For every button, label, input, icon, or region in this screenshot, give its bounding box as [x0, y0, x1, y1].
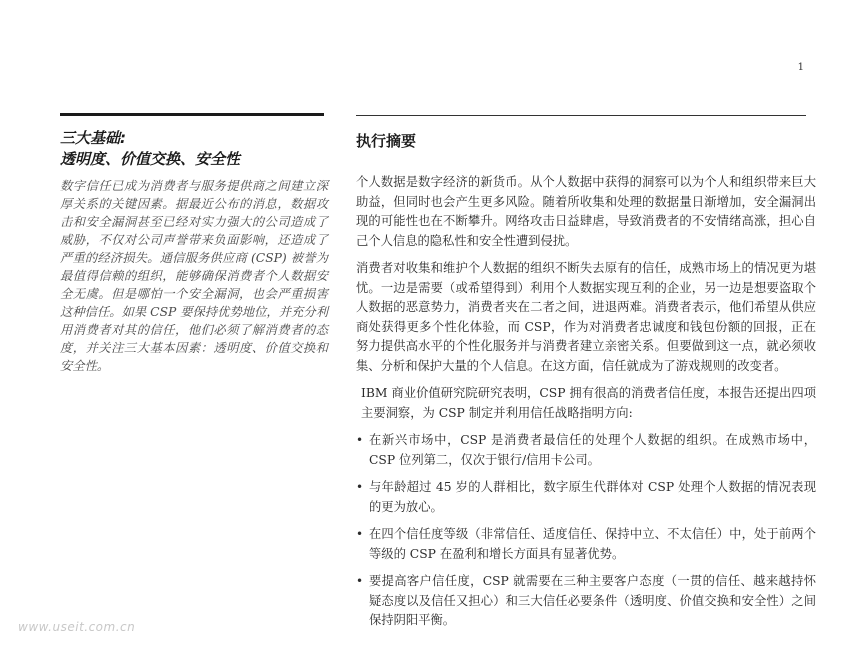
- bullet-icon: •: [356, 527, 364, 541]
- sidebar-heading-line2: 透明度、价值交换、安全性: [60, 150, 241, 168]
- watermark: www.useit.com.cn: [18, 620, 136, 634]
- insights-list: [356, 431, 816, 631]
- main-body: [356, 173, 816, 639]
- bullet-icon: •: [356, 574, 364, 588]
- sidebar-rule: [60, 113, 324, 116]
- list-item-text: 在四个信任度等级（非常信任、适度信任、保持中立、不太信任）中，处于前两个等级的 CSP 在盈利和增长方面具有显著优势。: [369, 527, 816, 561]
- body-paragraph: 个人数据是数字经济的新货币。从个人数据中获得的洞察可以为个人和组织带来巨大助益，但同时也会产生更多风险。随着所收集和处理的数据量日渐增加，安全漏洞出现的可能性也在不断攀升。网络攻击日益肆虐，导致消费者的不安情绪高涨，担心自己个人信息的隐私性和安全性遭到侵扰。: [356, 175, 816, 248]
- body-paragraph-intro: IBM 商业价值研究院研究表明，CSP 拥有很高的消费者信任度，本报告还提出四项主要洞察，为 CSP 制定并利用信任战略指明方向:: [361, 386, 816, 420]
- sidebar-heading-line1: 三大基础:: [60, 129, 126, 147]
- main-rule: [356, 115, 806, 116]
- list-item-text: 要提高客户信任度，CSP 就需要在三种主要客户态度（一贯的信任、越来越持怀疑态度以及信任又担心）和三大信任必要条件（透明度、价值交换和安全性）之间保持阴阳平衡。: [369, 574, 816, 627]
- list-item: [356, 478, 816, 517]
- body-paragraph: 消费者对收集和维护个人数据的组织不断失去原有的信任，成熟市场上的情况更为堪忧。一边是需要（或希望得到）利用个人数据实现互利的企业，另一边是想要盗取个人数据的恶意势力，消费者夹在二者之间，进退两难。消费者表示，他们希望从供应商处获得更多个性化体验，而 CSP，作为对消费者忠诚度和钱包份额的回报，正在努力提供高水平的个性化服务并与消费者建立亲密关系。但要做到这一点，就必须收集、分析和保护大量的个人信息。在这方面，信任就成为了游戏规则的改变者。: [356, 261, 816, 373]
- bullet-icon: •: [356, 480, 364, 494]
- sidebar-body-text: 数字信任已成为消费者与服务提供商之间建立深厚关系的关键因素。据最近公布的消息，数据攻击和安全漏洞甚至已经对实力强大的公司造成了威胁，不仅对公司声誉带来负面影响，还造成了严重的经济损失。通信服务供应商 (CSP) 被誉为最值得信赖的组织，能够确保消费者个人数据安全无虞。但是哪怕一个安全漏洞，也会严重损害这种信任。如果 CSP 要保持优势地位，并充分利用消费者对其的信任，他们必须了解消费者的态度，并关注三大基本因素：透明度、价值交换和安全性。: [60, 179, 328, 373]
- list-item-text: 与年龄超过 45 岁的人群相比，数字原生代群体对 CSP 处理个人数据的情况表现的更为放心。: [369, 480, 816, 514]
- list-item-text: 在新兴市场中，CSP 是消费者最信任的处理个人数据的组织。在成熟市场中，CSP 位列第二，仅次于银行/信用卡公司。: [369, 433, 816, 467]
- section-title: 执行摘要: [356, 132, 417, 150]
- list-item: [356, 572, 816, 631]
- list-item: [356, 525, 816, 564]
- bullet-icon: •: [356, 433, 364, 447]
- page-number: 1: [797, 62, 804, 73]
- list-item: [356, 431, 816, 470]
- sidebar-heading: [60, 128, 328, 170]
